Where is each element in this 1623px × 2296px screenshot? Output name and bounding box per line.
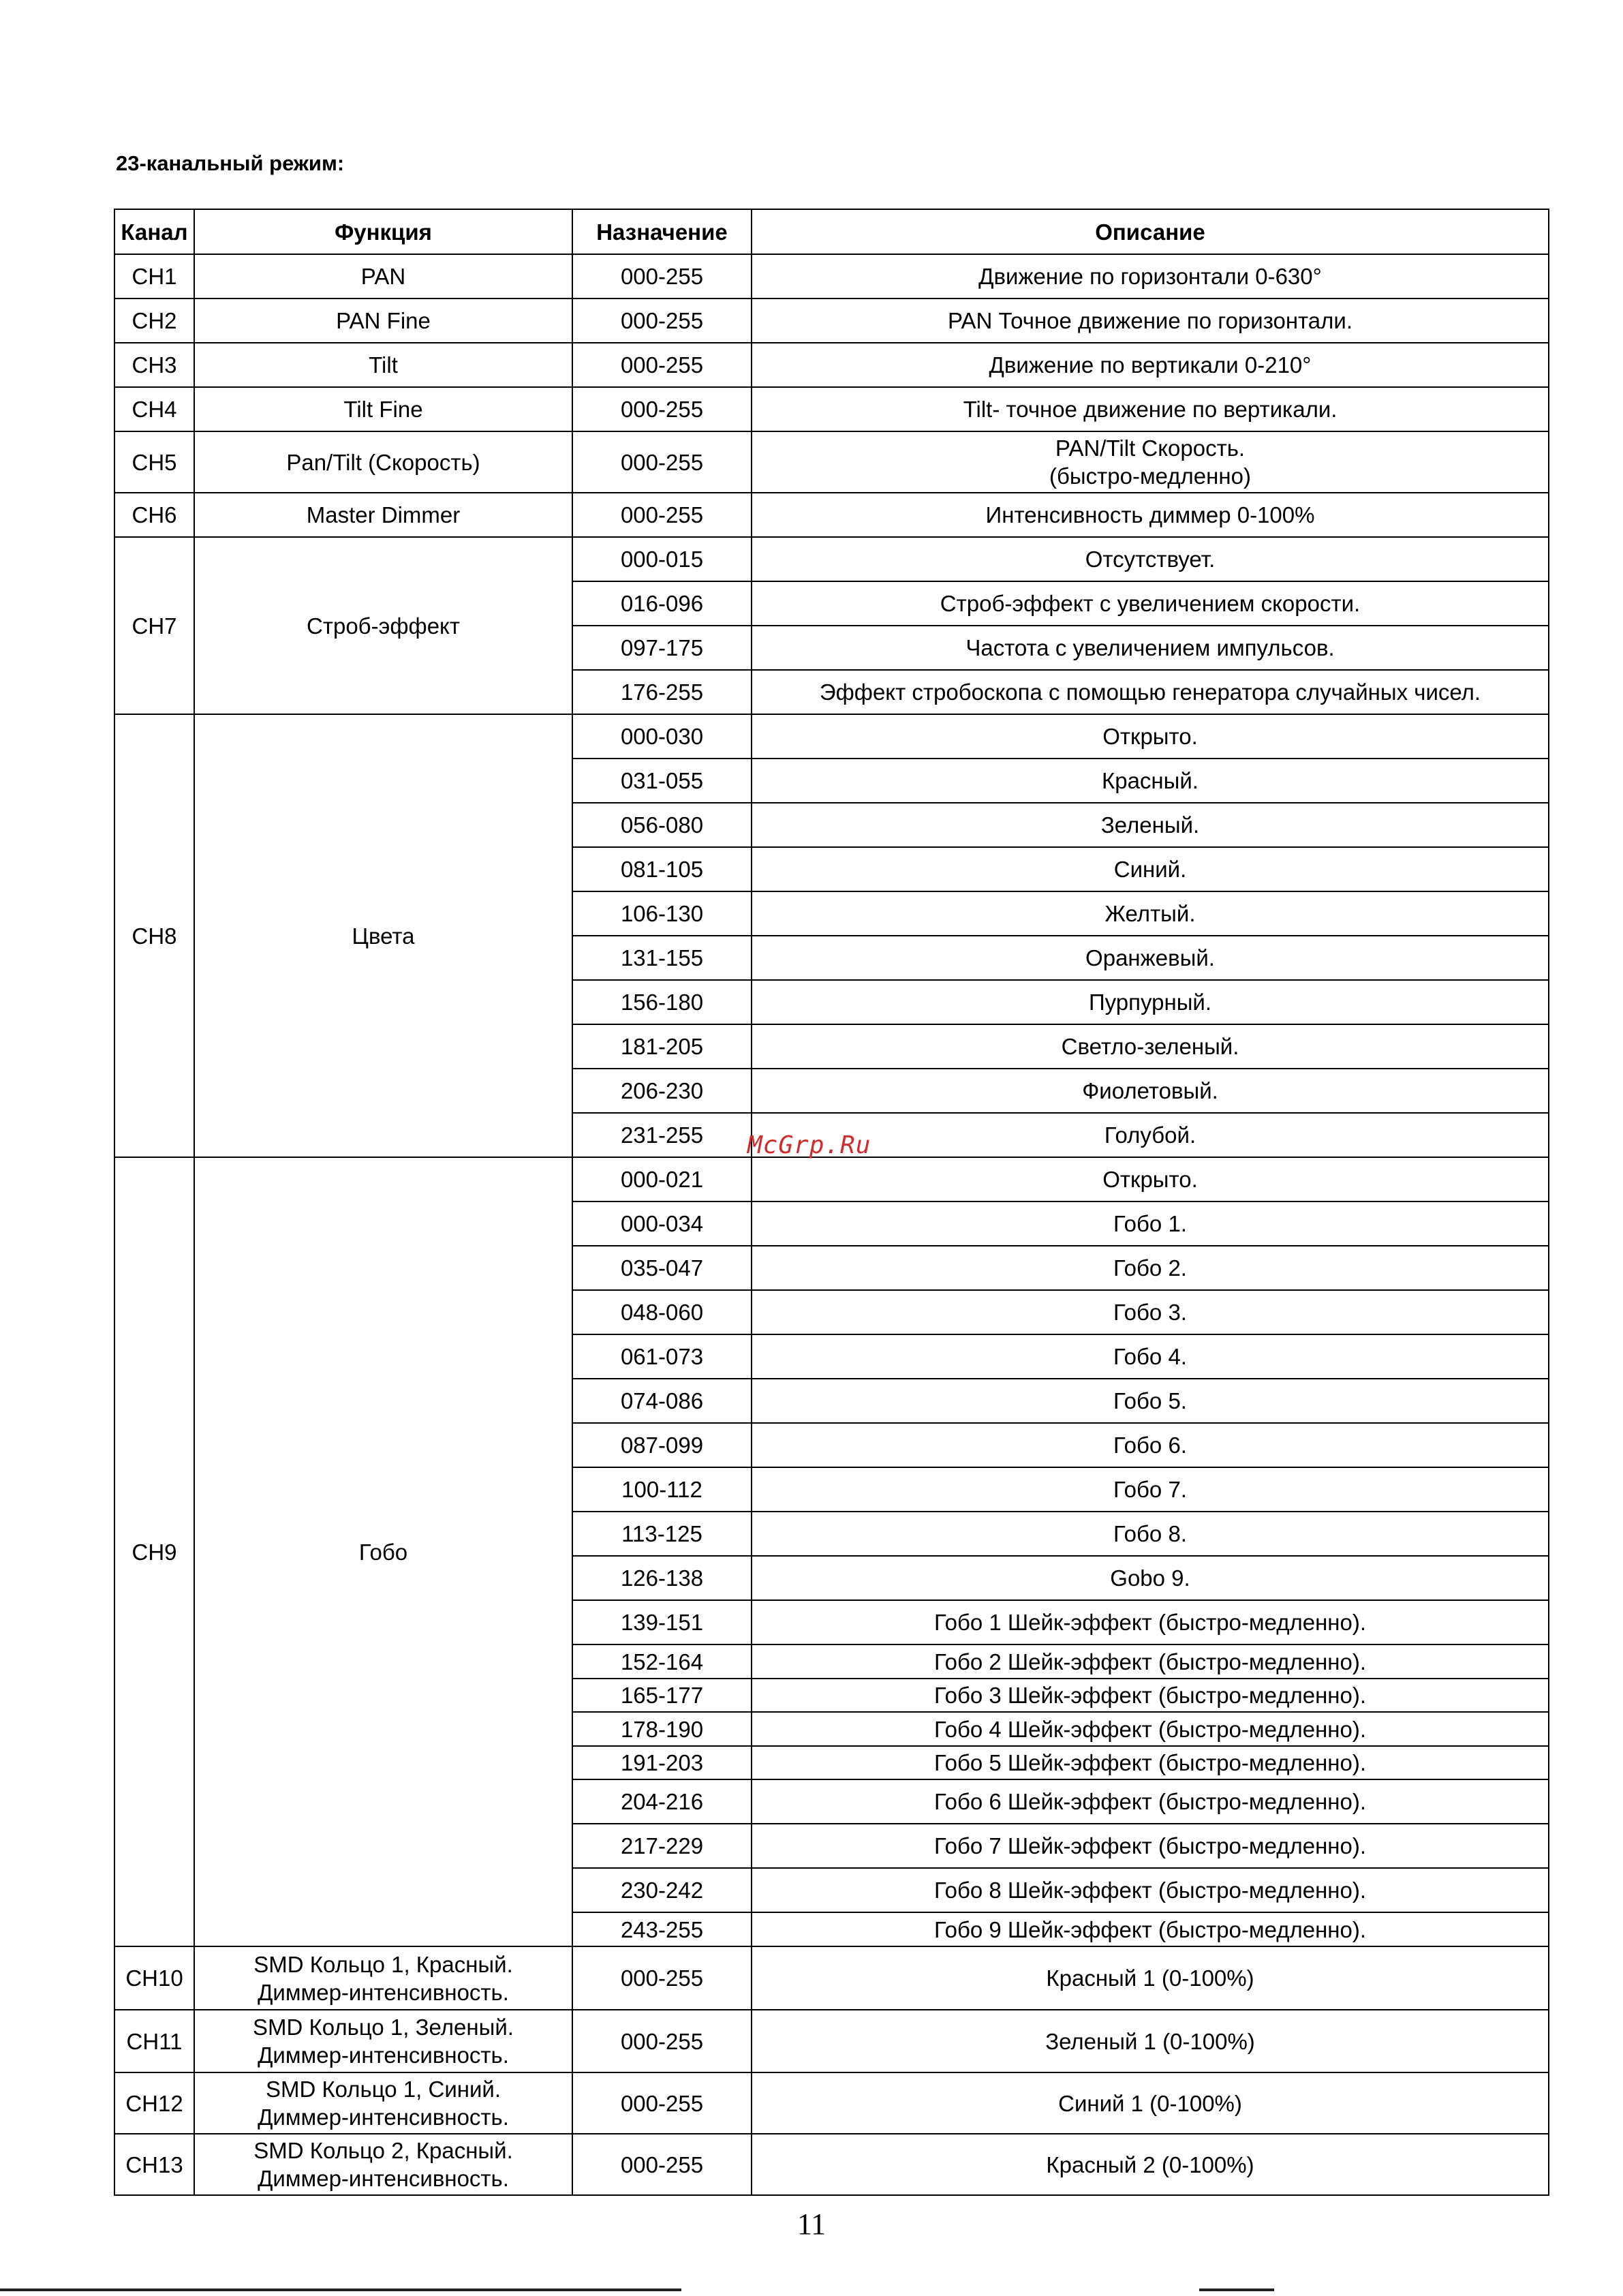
- description-cell: Гобо 5 Шейк-эффект (быстро-медленно).: [752, 1746, 1549, 1779]
- range-cell: 156-180: [572, 980, 752, 1024]
- table-row: [114, 714, 1549, 759]
- header-function: Функция: [194, 209, 572, 254]
- channel-cell: CH11: [114, 2010, 194, 2072]
- range-cell: 000-255: [572, 2010, 752, 2072]
- range-cell: 126-138: [572, 1556, 752, 1600]
- function-cell: Tilt: [194, 343, 572, 387]
- description-cell: Гобо 1.: [752, 1201, 1549, 1246]
- range-cell: 000-255: [572, 343, 752, 387]
- description-cell: Фиолетовый.: [752, 1069, 1549, 1113]
- description-cell: PAN Точное движение по горизонтали.: [752, 299, 1549, 343]
- description-cell: Гобо 8.: [752, 1512, 1549, 1556]
- description-cell: Tilt- точное движение по вертикали.: [752, 387, 1549, 431]
- range-cell: 131-155: [572, 936, 752, 980]
- table-row: [114, 493, 1549, 537]
- channel-cell: CH1: [114, 254, 194, 299]
- range-cell: 106-130: [572, 891, 752, 936]
- description-cell: Красный.: [752, 759, 1549, 803]
- description-cell: Желтый.: [752, 891, 1549, 936]
- range-cell: 206-230: [572, 1069, 752, 1113]
- table-row: [114, 2134, 1549, 2195]
- range-cell: 097-175: [572, 626, 752, 670]
- description-cell: Гобо 6 Шейк-эффект (быстро-медленно).: [752, 1779, 1549, 1824]
- header-value: Назначение: [572, 209, 752, 254]
- description-cell: Синий 1 (0-100%): [752, 2072, 1549, 2134]
- bottom-rule-right: [1199, 2289, 1274, 2291]
- watermark: McGrp.Ru: [747, 1131, 871, 1159]
- bottom-rule-left: [0, 2289, 681, 2291]
- channel-cell: CH10: [114, 1946, 194, 2010]
- description-cell: Движение по горизонтали 0-630°: [752, 254, 1549, 299]
- description-cell: Гобо 2 Шейк-эффект (быстро-медленно).: [752, 1644, 1549, 1679]
- range-cell: 139-151: [572, 1600, 752, 1644]
- channel-cell: CH3: [114, 343, 194, 387]
- description-cell: Открыто.: [752, 714, 1549, 759]
- description-cell: Гобо 6.: [752, 1423, 1549, 1467]
- description-cell: Голубой.: [752, 1113, 1549, 1157]
- function-cell: Цвета: [194, 714, 572, 1157]
- description-cell: Гобо 3 Шейк-эффект (быстро-медленно).: [752, 1679, 1549, 1712]
- page-number: 11: [797, 2207, 826, 2241]
- channel-cell: CH13: [114, 2134, 194, 2195]
- function-cell: SMD Кольцо 1, Красный. Диммер-интенсивность.: [194, 1946, 572, 2010]
- description-cell: Движение по вертикали 0-210°: [752, 343, 1549, 387]
- range-cell: 087-099: [572, 1423, 752, 1467]
- range-cell: 056-080: [572, 803, 752, 847]
- table-row: [114, 343, 1549, 387]
- description-cell: Интенсивность диммер 0-100%: [752, 493, 1549, 537]
- description-cell: Красный 1 (0-100%): [752, 1946, 1549, 2010]
- function-cell: Гобо: [194, 1157, 572, 1946]
- description-cell: Зеленый 1 (0-100%): [752, 2010, 1549, 2072]
- range-cell: 113-125: [572, 1512, 752, 1556]
- channel-cell: CH2: [114, 299, 194, 343]
- table-row: [114, 254, 1549, 299]
- description-cell: Синий.: [752, 847, 1549, 891]
- description-cell: Открыто.: [752, 1157, 1549, 1201]
- range-cell: 000-015: [572, 537, 752, 581]
- description-cell: Гобо 4.: [752, 1334, 1549, 1379]
- table-header-row: [114, 209, 1549, 254]
- table-row: [114, 1946, 1549, 2010]
- function-cell: Tilt Fine: [194, 387, 572, 431]
- description-cell: Гобо 9 Шейк-эффект (быстро-медленно).: [752, 1912, 1549, 1946]
- table-row: [114, 387, 1549, 431]
- table-row: [114, 2010, 1549, 2072]
- range-cell: 081-105: [572, 847, 752, 891]
- range-cell: 000-255: [572, 299, 752, 343]
- description-cell: Зеленый.: [752, 803, 1549, 847]
- range-cell: 152-164: [572, 1644, 752, 1679]
- channel-cell: CH7: [114, 537, 194, 714]
- channel-cell: CH4: [114, 387, 194, 431]
- description-cell: Gobo 9.: [752, 1556, 1549, 1600]
- channel-cell: CH8: [114, 714, 194, 1157]
- range-cell: 204-216: [572, 1779, 752, 1824]
- function-cell: SMD Кольцо 1, Синий. Диммер-интенсивность.: [194, 2072, 572, 2134]
- channel-cell: CH5: [114, 431, 194, 493]
- description-cell: Светло-зеленый.: [752, 1024, 1549, 1069]
- range-cell: 048-060: [572, 1290, 752, 1334]
- description-cell: Гобо 3.: [752, 1290, 1549, 1334]
- table-row: [114, 299, 1549, 343]
- range-cell: 000-255: [572, 431, 752, 493]
- description-cell: Красный 2 (0-100%): [752, 2134, 1549, 2195]
- description-cell: Пурпурный.: [752, 980, 1549, 1024]
- description-cell: Оранжевый.: [752, 936, 1549, 980]
- range-cell: 031-055: [572, 759, 752, 803]
- description-cell: Отсутствует.: [752, 537, 1549, 581]
- description-cell: PAN/Tilt Скорость. (быстро-медленно): [752, 431, 1549, 493]
- range-cell: 243-255: [572, 1912, 752, 1946]
- range-cell: 035-047: [572, 1246, 752, 1290]
- description-cell: Эффект стробоскопа с помощью генератора случайных чисел.: [752, 670, 1549, 714]
- section-heading: 23-канальный режим:: [116, 151, 345, 175]
- function-cell: SMD Кольцо 1, Зеленый. Диммер-интенсивность.: [194, 2010, 572, 2072]
- description-cell: Гобо 2.: [752, 1246, 1549, 1290]
- channel-cell: CH6: [114, 493, 194, 537]
- table-row: [114, 1157, 1549, 1201]
- description-cell: Гобо 7.: [752, 1467, 1549, 1512]
- header-description: Описание: [752, 209, 1549, 254]
- range-cell: 000-034: [572, 1201, 752, 1246]
- range-cell: 165-177: [572, 1679, 752, 1712]
- description-cell: Гобо 8 Шейк-эффект (быстро-медленно).: [752, 1868, 1549, 1912]
- function-cell: Строб-эффект: [194, 537, 572, 714]
- range-cell: 178-190: [572, 1712, 752, 1746]
- range-cell: 000-255: [572, 2072, 752, 2134]
- table-row: [114, 537, 1549, 581]
- function-cell: Master Dimmer: [194, 493, 572, 537]
- function-cell: Pan/Tilt (Скорость): [194, 431, 572, 493]
- description-cell: Строб-эффект с увеличением скорости.: [752, 581, 1549, 626]
- range-cell: 000-255: [572, 1946, 752, 2010]
- range-cell: 191-203: [572, 1746, 752, 1779]
- range-cell: 016-096: [572, 581, 752, 626]
- header-channel: Канал: [114, 209, 194, 254]
- table-row: [114, 431, 1549, 493]
- range-cell: 061-073: [572, 1334, 752, 1379]
- range-cell: 100-112: [572, 1467, 752, 1512]
- range-cell: 000-255: [572, 2134, 752, 2195]
- description-cell: Гобо 5.: [752, 1379, 1549, 1423]
- description-cell: Гобо 1 Шейк-эффект (быстро-медленно).: [752, 1600, 1549, 1644]
- range-cell: 230-242: [572, 1868, 752, 1912]
- range-cell: 074-086: [572, 1379, 752, 1423]
- range-cell: 000-255: [572, 387, 752, 431]
- description-cell: Гобо 4 Шейк-эффект (быстро-медленно).: [752, 1712, 1549, 1746]
- channel-cell: CH9: [114, 1157, 194, 1946]
- range-cell: 000-021: [572, 1157, 752, 1201]
- range-cell: 181-205: [572, 1024, 752, 1069]
- range-cell: 217-229: [572, 1824, 752, 1868]
- function-cell: PAN: [194, 254, 572, 299]
- channel-table: [114, 209, 1549, 2196]
- range-cell: 176-255: [572, 670, 752, 714]
- range-cell: 000-030: [572, 714, 752, 759]
- range-cell: 000-255: [572, 254, 752, 299]
- function-cell: SMD Кольцо 2, Красный. Диммер-интенсивность.: [194, 2134, 572, 2195]
- description-cell: Гобо 7 Шейк-эффект (быстро-медленно).: [752, 1824, 1549, 1868]
- range-cell: 000-255: [572, 493, 752, 537]
- table-body: [114, 254, 1549, 2195]
- table-row: [114, 2072, 1549, 2134]
- function-cell: PAN Fine: [194, 299, 572, 343]
- channel-cell: CH12: [114, 2072, 194, 2134]
- range-cell: 231-255: [572, 1113, 752, 1157]
- description-cell: Частота с увеличением импульсов.: [752, 626, 1549, 670]
